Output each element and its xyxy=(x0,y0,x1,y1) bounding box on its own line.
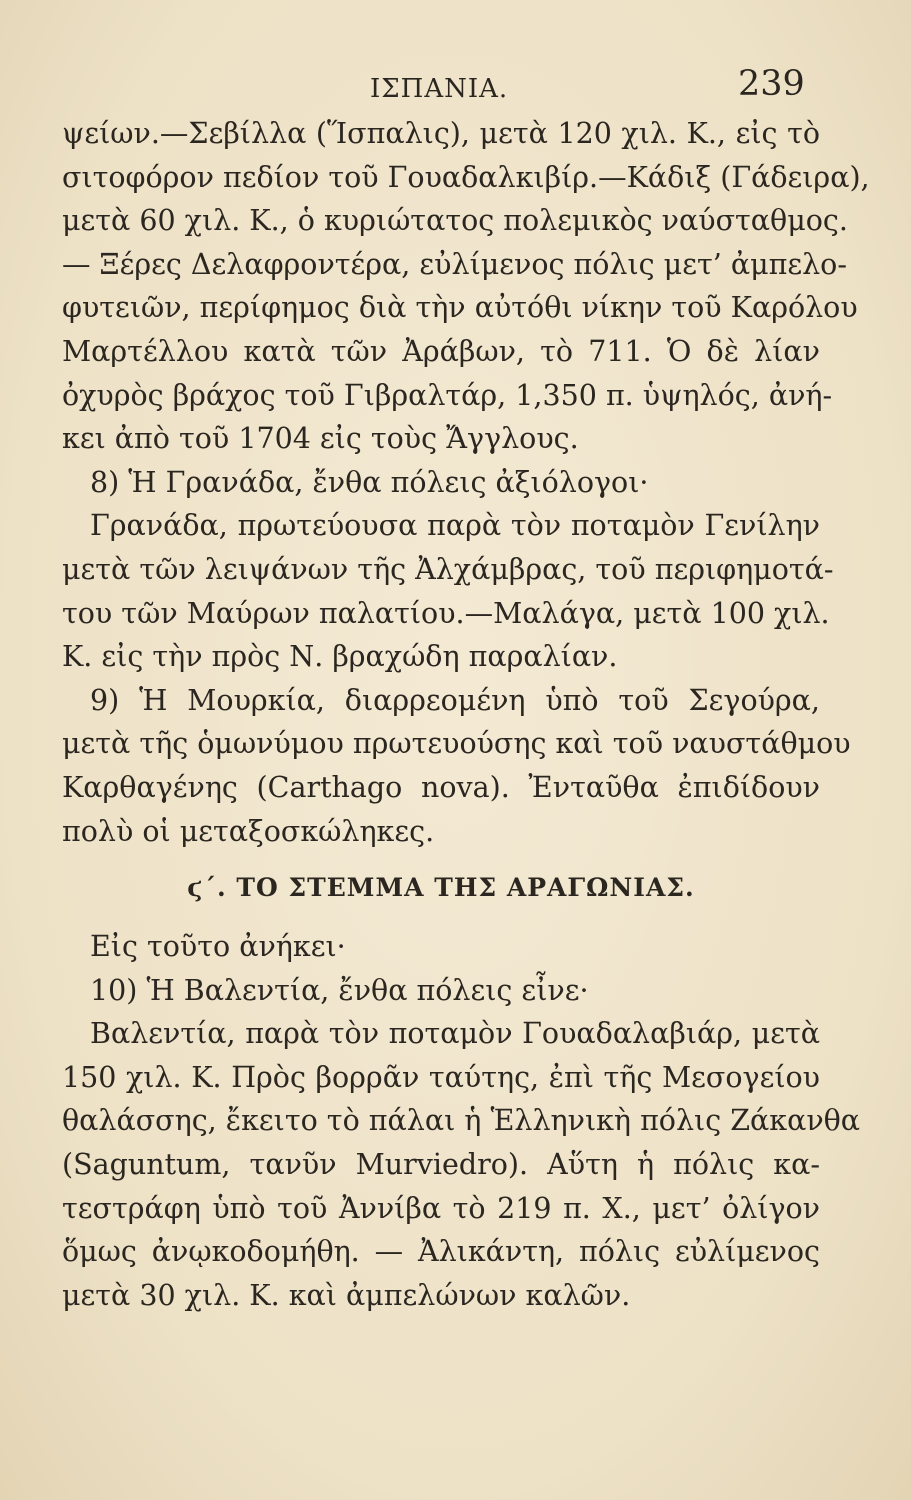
text-line: μετὰ τῶν λειψάνων τῆς Ἀλχάμβρας, τοῦ περιφημοτά- xyxy=(62,552,834,586)
text-line: Καρθαγένης (Carthago nova). Ἐνταῦθα ἐπιδίδουν xyxy=(62,770,820,804)
text-line: σιτοφόρον πεδίον τοῦ Γουαδαλκιβίρ.—Κάδιξ (Γάδειρα), xyxy=(62,160,870,194)
text-line: Γρανάδα, πρωτεύουσα παρὰ τὸν ποταμὸν Γενίλην xyxy=(90,509,820,543)
text-line: Βαλεντία, παρὰ τὸν ποταμὸν Γουαδαλαβιάρ, μετὰ xyxy=(90,1017,820,1051)
page-header xyxy=(0,64,911,114)
text-line: πολὺ οἱ μεταξοσκώληκες. xyxy=(62,814,435,848)
text-line: μετὰ 30 χιλ. Κ. καὶ ἀμπελώνων καλῶν. xyxy=(62,1278,631,1312)
text-line: μετὰ 60 χιλ. Κ., ὁ κυριώτατος πολεμικὸς ναύσταθμος. xyxy=(62,204,848,238)
text-line: ὅμως ἀνῳκοδομήθη. — Ἀλικάντη, πόλις εὐλίμενος xyxy=(62,1235,820,1269)
text-line: 9) Ἡ Μουρκία, διαρρεομένη ὑπὸ τοῦ Σεγούρα, xyxy=(90,683,820,717)
text-line: 10) Ἡ Βαλεντία, ἔνθα πόλεις εἶνε· xyxy=(90,973,589,1007)
text-line: ὀχυρὸς βράχος τοῦ Γιβραλτάρ, 1,350 π. ὑψηλός, ἀνή- xyxy=(62,378,833,412)
section-heading: ϛ΄. ΤΟ ΣΤΕΜΜΑ ΤΗΣ ΑΡΑΓΩΝΙΑΣ. xyxy=(187,873,695,903)
body-text xyxy=(62,112,870,1317)
text-line: τεστράφη ὑπὸ τοῦ Ἀννίβα τὸ 219 π. Χ., μετ’ ὀλίγον xyxy=(62,1191,820,1225)
text-line: Εἰς τοῦτο ἀνήκει· xyxy=(90,930,346,964)
running-head: ΙΣΠΑΝΙΑ. xyxy=(370,74,509,104)
text-line: — Ξέρες Δελαφροντέρα, εὐλίμενος πόλις μετ’ ἀμπελο- xyxy=(62,247,847,281)
text-line: Κ. εἰς τὴν πρὸς Ν. βραχώδη παραλίαν. xyxy=(62,640,618,674)
text-line: (Saguntum, τανῦν Murviedro). Αὕτη ἡ πόλις κα- xyxy=(62,1148,820,1182)
text-line: 8) Ἡ Γρανάδα, ἔνθα πόλεις ἀξιόλογοι· xyxy=(90,465,649,499)
text-line: του τῶν Μαύρων παλατίου.—Μαλάγα, μετὰ 100 χιλ. xyxy=(62,596,830,630)
text-line: θαλάσσης, ἔκειτο τὸ πάλαι ἡ Ἑλληνικὴ πόλις Ζάκανθα xyxy=(62,1104,861,1138)
text-line: φυτειῶν, περίφημος διὰ τὴν αὐτόθι νίκην τοῦ Καρόλου xyxy=(62,291,858,325)
text-line: κει ἀπὸ τοῦ 1704 εἰς τοὺς Ἄγγλους. xyxy=(62,422,579,456)
text-line: Μαρτέλλου κατὰ τῶν Ἀράβων, τὸ 711. Ὁ δὲ λίαν xyxy=(62,334,820,368)
text-line: μετὰ τῆς ὁμωνύμου πρωτευούσης καὶ τοῦ ναυστάθμου xyxy=(62,727,851,761)
text-line: ψείων.—Σεβίλλα (Ἵσπαλις), μετὰ 120 χιλ. Κ., εἰς τὸ xyxy=(62,117,820,150)
text-line: 150 χιλ. Κ. Πρὸς βορρᾶν ταύτης, ἐπὶ τῆς Μεσογείου xyxy=(62,1060,820,1094)
page-number: 239 xyxy=(738,64,805,104)
